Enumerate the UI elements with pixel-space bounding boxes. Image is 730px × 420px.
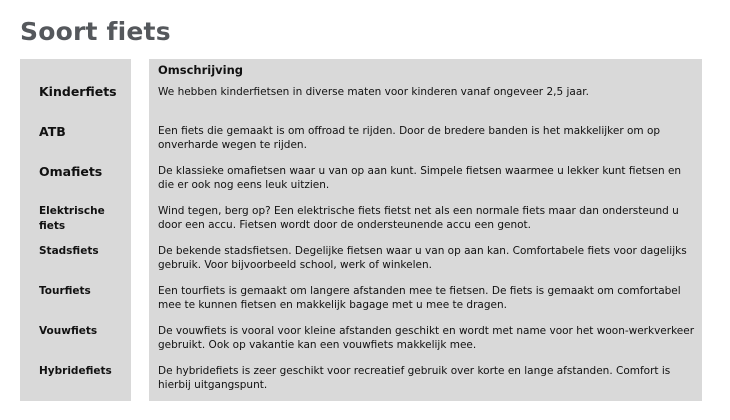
bike-type-name: Stadsfiets (39, 245, 99, 257)
page-title: Soort fiets (20, 17, 171, 46)
bike-type-description: Wind tegen, berg op? Een elektrische fiets fietst net als een normale fiets maar dan ondersteund u door een accu. Fietsen wordt door de ondersteunende accu een genot. (158, 205, 679, 231)
bike-type-description: De klassieke omafietsen waar u van op aan kunt. Simpele fietsen waarmee u lekker kunt fietsen en die er ook nog eens leuk uitzien. (158, 165, 682, 191)
bike-type-name: Omafiets (39, 164, 103, 179)
bike-type-name: Hybridefiets (39, 365, 112, 377)
bike-type-name: Elektrische fiets (39, 205, 105, 232)
bike-type-description: Een fiets die gemaakt is om offroad te rijden. Door de bredere banden is het makkelijker om op onverharde wegen te rijden. (158, 125, 661, 151)
bike-type-name: ATB (39, 124, 66, 139)
bike-type-description: De hybridefiets is zeer geschikt voor recreatief gebruik over korte en lange afstanden. Comfort is hierbij uitgangspunt. (158, 365, 671, 391)
bike-type-name: Tourfiets (39, 285, 91, 297)
bike-type-name: Kinderfiets (39, 84, 117, 99)
bike-type-description: Een tourfiets is gemaakt om langere afstanden mee te fietsen. De fiets is gemaakt om comfortabel mee te kunnen fietsen en makkelijk bagage met u mee te dragen. (158, 285, 681, 311)
bike-type-description: De vouwfiets is vooral voor kleine afstanden geschikt en wordt met name voor het woon-werkverkeer gebruikt. Ook op vakantie kan een vouwfiets makkelijk mee. (158, 325, 695, 351)
bike-type-name: Vouwfiets (39, 325, 98, 337)
bike-type-description: We hebben kinderfietsen in diverse maten voor kinderen vanaf ongeveer 2,5 jaar. (158, 86, 589, 98)
bike-type-description: De bekende stadsfietsen. Degelijke fietsen waar u van op aan kan. Comfortabele fiets voor dagelijks gebruik. Voor bijvoorbeeld school, werk of winkelen. (158, 245, 687, 271)
description-header: Omschrijving (158, 63, 244, 77)
